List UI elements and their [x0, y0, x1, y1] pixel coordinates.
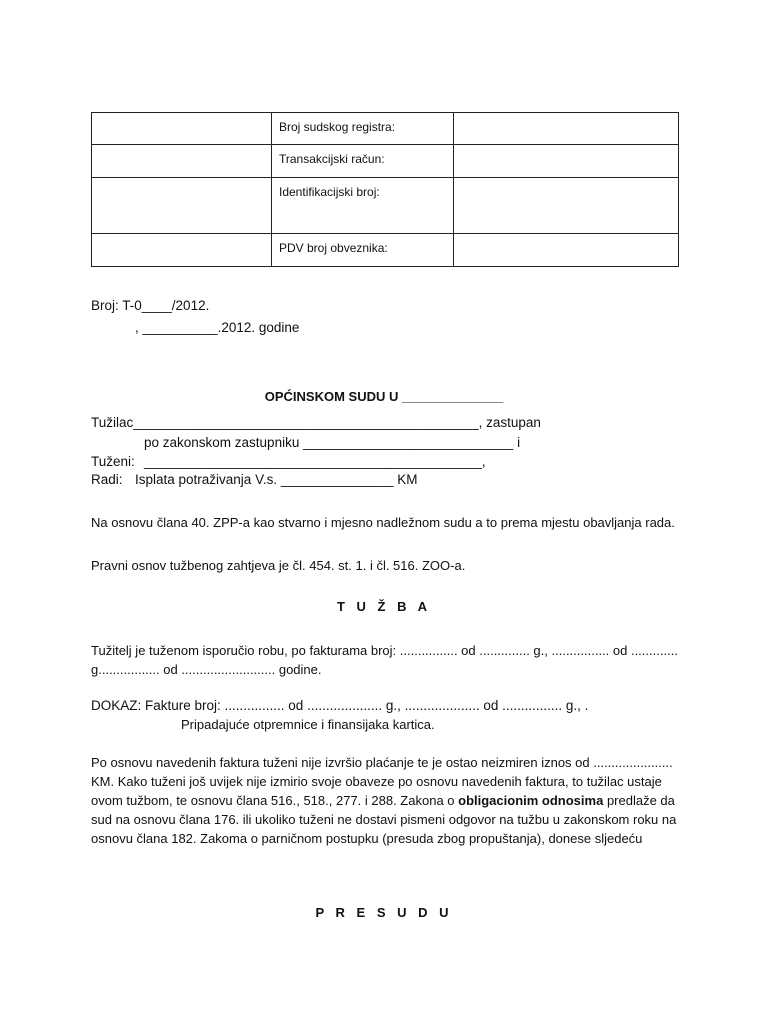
delivery-paragraph: Tužitelj je tuženom isporučio robu, po fakturama broj: ................ od .............. g., ................ od ............. g................. od .......................... godine.	[91, 643, 678, 677]
verdict-heading: P R E S U D U	[315, 905, 453, 920]
jurisdiction-paragraph: Na osnovu člana 40. ZPP-a kao stvarno i mjesno nadležnom sudu a to prema mjestu obavljanja rada.	[91, 515, 675, 530]
table-row	[92, 178, 679, 234]
evidence-line: DOKAZ: Fakture broj: ................ od .................... g., .................... od ................ g., .	[91, 698, 589, 713]
table-cell-empty	[92, 145, 272, 178]
registry-label-vat-number: PDV broj obveznika:	[272, 234, 454, 267]
registry-label-bank-account: Transakcijski račun:	[272, 145, 454, 178]
table-cell-value	[454, 145, 679, 178]
claim-text-end: predlaže da sud na osnovu člana 176. ili ukoliko tuženi ne dostavi pismeni odgovor na tužbu u zakonskom roku na osnovu člana 182. Zakoma o parničnom postupku (presuda zbog propuštanja), donese sljedeću	[91, 793, 677, 846]
lawsuit-heading: T U Ž B A	[336, 599, 431, 614]
plaintiff-line: Tužilac______________________________________________, zastupan	[91, 415, 541, 430]
date-line: , __________.2012. godine	[135, 320, 300, 335]
claim-text-start: Po osnovu navedenih faktura tuženi nije izvršio plaćanje te je ostao neizmiren iznos od ...................... KM. Kako tuženi još uvijek nije izmirio svoje obaveze po osnovu navedenih faktura, to tužilac ustaje ovom tužbom, te osnovu člana 516., 518., 277. i 288. Zakona o	[91, 755, 673, 808]
defendant-blank: _____________________________________________,	[144, 454, 486, 469]
case-number-line: Broj: T-0____/2012.	[91, 298, 210, 313]
subject-label: Radi:	[91, 472, 123, 487]
table-row	[92, 145, 679, 178]
table-cell-empty	[92, 178, 272, 234]
registry-label-id-number: Identifikacijski broj:	[272, 178, 454, 234]
registry-label-court-register: Broj sudskog registra:	[272, 113, 454, 145]
representative-line: po zakonskom zastupniku ____________________________ i	[144, 435, 521, 450]
evidence-attachments: Pripadajuće otpremnice i finansijaka kartica.	[181, 717, 435, 732]
subject-text: Isplata potraživanja V.s. _______________ KM	[135, 472, 418, 487]
table-row	[92, 234, 679, 267]
legal-basis-paragraph: Pravni osnov tužbenog zahtjeva je čl. 454. st. 1. i čl. 516. ZOO-a.	[91, 558, 466, 573]
table-cell-value	[454, 234, 679, 267]
defendant-label: Tuženi:	[91, 454, 135, 469]
table-cell-value	[454, 178, 679, 234]
court-title: OPĆINSKOM SUDU U ______________	[264, 389, 504, 404]
table-cell-value	[454, 113, 679, 145]
table-cell-empty	[92, 234, 272, 267]
claim-paragraph	[91, 753, 681, 848]
table-cell-empty	[92, 113, 272, 145]
table-row	[92, 113, 679, 145]
registry-table	[91, 112, 679, 267]
claim-law-name: obligacionim odnosima	[458, 793, 604, 808]
